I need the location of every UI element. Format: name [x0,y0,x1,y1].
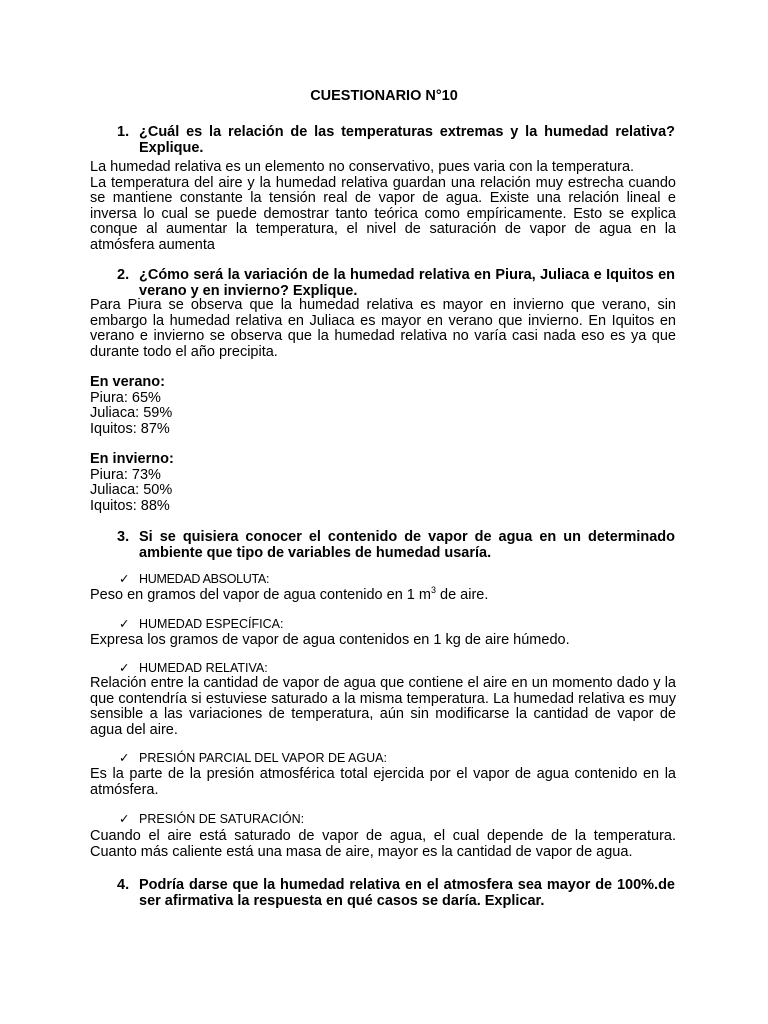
variable-label-absolute [119,572,269,586]
variable-label: PRESIÓN DE SATURACIÓN: [139,812,305,826]
question-number: 4. [117,877,130,893]
summer-heading: En verano: [90,374,165,390]
checkmark-icon: ✓ [119,617,130,631]
checkmark-icon: ✓ [119,812,130,826]
variable-desc-saturation [90,829,676,860]
superscript: 3 [430,585,436,596]
variable-label: HUMEDAD ABSOLUTA: [139,572,270,586]
variable-desc: Cuando el aire está saturado de vapor de agua, el cual depende de la temperatura. Cuanto más caliente está una masa de aire, mayor es la cantidad de vapor de agua. [90,828,676,860]
variable-desc: Relación entre la cantidad de vapor de agua que contiene el aire en un momento dado y la que contendría si estuviese saturado a la misma temperatura. La humedad relativa es muy sensible a las variaciones de temperatura, aún sin modificarse la cantidad de vapor de agua del aire. [90,675,676,738]
list-item: Piura: 65% [90,389,161,406]
variable-label-saturation [119,812,304,826]
list-item: Iquitos: 87% [90,420,170,437]
variable-desc-relative [90,676,676,738]
answer-paragraph: Para Piura se observa que la humedad relativa es mayor en invierno que verano, sin embargo la humedad relativa en Juliaca es mayor en verano que invierno. En Iquitos en verano e invierno se observa que la humedad relativa no varía casi nada eso es ya que durante todo el año precipita. [90,297,676,360]
answer-2 [90,298,676,360]
variable-label: HUMEDAD RELATIVA: [139,661,268,675]
checkmark-icon: ✓ [119,751,130,765]
winter-heading: En invierno: [90,451,174,467]
variable-label: HUMEDAD ESPECÍFICA: [139,617,284,631]
answer-paragraph: La temperatura del aire y la humedad relativa guardan una relación muy estrecha cuando se mantiene constante la tensión real de vapor de agua. Existe una relación lineal e inversa lo cual se puede demostrar tanto teórica como empíricamente. Esto se explica conque al aumentar la temperatura, el nivel de saturación de vapor de agua en la atmósfera aumenta [90,174,676,253]
variable-desc: Peso en gramos del vapor de agua contenido en 1 m [90,587,431,603]
list-item: Iquitos: 88% [90,497,170,514]
variable-desc: Expresa los gramos de vapor de agua contenidos en 1 kg de aire húmedo. [90,632,570,648]
question-3 [117,529,675,561]
question-text: Podría darse que la humedad relativa en el atmosfera sea mayor de 100%.de ser afirmativa la respuesta en qué casos se daría. Explicar. [139,877,675,909]
summer-list [90,375,676,437]
question-2 [117,267,675,299]
answer-paragraph: La humedad relativa es un elemento no conservativo, pues varia con la temperatura. [90,159,635,175]
question-1 [117,124,675,156]
variable-desc: Es la parte de la presión atmosférica total ejercida por el vapor de agua contenido en la atmósfera. [90,766,676,798]
question-text: Si se quisiera conocer el contenido de vapor de agua en un determinado ambiente que tipo de variables de humedad usaría. [139,529,675,561]
question-number: 2. [117,267,130,283]
variable-label-specific [119,617,283,631]
checkmark-icon: ✓ [119,661,130,675]
answer-1 [90,160,676,253]
winter-list [90,452,676,514]
variable-desc-specific [90,633,676,649]
page-title: CUESTIONARIO N°10 [310,88,458,104]
list-item: Juliaca: 50% [90,482,173,498]
question-text: ¿Cuál es la relación de las temperaturas extremas y la humedad relativa? Explique. [139,124,675,156]
question-number: 3. [117,529,130,545]
question-text: ¿Cómo será la variación de la humedad relativa en Piura, Juliaca e Iquitos en verano y en invierno? Explique. [139,267,675,299]
variable-label-partial-pressure [119,751,387,765]
variable-desc-absolute [90,585,676,604]
variable-desc-end: de aire. [436,587,489,603]
variable-label: PRESIÓN PARCIAL DEL VAPOR DE AGUA: [139,751,387,765]
question-4 [117,877,675,909]
variable-desc-partial-pressure [90,767,676,798]
checkmark-icon: ✓ [119,572,130,586]
list-item: Juliaca: 59% [90,405,173,421]
question-number: 1. [117,124,130,140]
variable-label-relative [119,661,268,675]
list-item: Piura: 73% [90,466,161,483]
